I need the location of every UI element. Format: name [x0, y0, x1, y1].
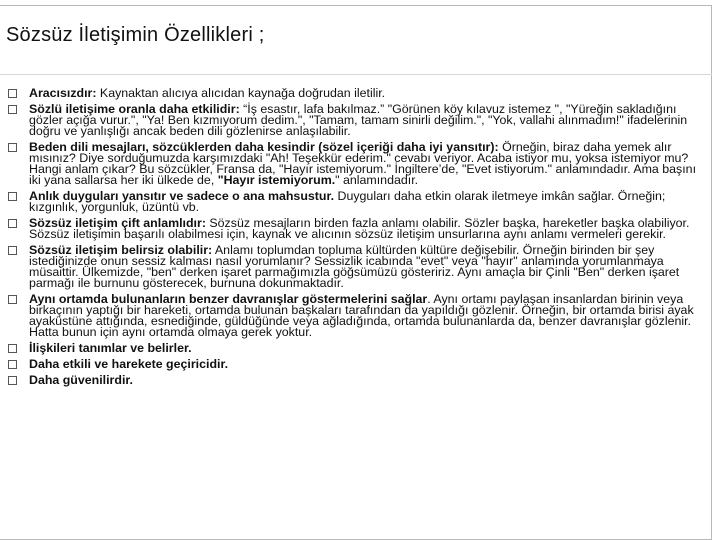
bullet-text: Duyguları daha etkin olarak iletmeye imkân sağlar. Örneğin; kızgınlık, yorgunluk, üzüntü vb.	[29, 189, 666, 214]
bullet-item	[8, 343, 704, 354]
bullet-item	[8, 359, 704, 370]
bullet-item	[8, 245, 704, 289]
bullet-lead: Daha güvenilirdir.	[29, 373, 133, 387]
bullet-box-icon	[8, 295, 17, 304]
bullet-text: . Aynı ortamı paylaşan insanlardan birinin veya birkaçının yaptığı bir hareketi, ortamda bulunan başkaları tarafından da yapıldığı gözlenir. Örneğin, bir ortamda birisi ayak ayaküstüne attığında, esnediğinde, güldüğünde veya ağladığında, ortamda bulunanlarda da, benzer davranışlar gözlenir. Hatta bunun için aynı ortamda olmaya gerek yoktur.	[29, 292, 694, 339]
bullet-box-icon	[8, 143, 17, 152]
bullet-box-icon	[8, 192, 17, 201]
bullet-text: Kaynaktan alıcıya alıcıdan kaynağa doğrudan iletilir.	[96, 86, 386, 100]
bullet-item	[8, 218, 704, 240]
slide-title: Sözsüz İletişimin Özellikleri ;	[6, 24, 265, 46]
bullet-item	[8, 88, 704, 99]
bullet-box-icon	[8, 376, 17, 385]
bullet-box-icon	[8, 219, 17, 228]
bullet-lead: Sözsüz iletişim çift anlamlıdır:	[29, 216, 206, 230]
bullet-text: Sözsüz mesajların birden fazla anlamı olabilir. Sözler başka, hareketler başka olabiliyor. Sözsüz iletişimin başarılı olabilmesi için, kaynak ve alıcının sözsüz iletişim unsurlarına aynı anlamı vermeleri gerekir.	[29, 216, 690, 241]
bullet-box-icon	[8, 360, 17, 369]
bullet-emphasis: "Hayır istemiyorum.	[217, 173, 336, 187]
bullet-text: Anlamı toplumdan topluma kültürden kültüre değişebilir. Örneğin birinden bir şey istediğinizde onun sessiz kalması nasıl yorumlanır? Sessizlik icabında "evet" veya "hayır" anlamında yorumlanmaya müsaittir. Ülkemizde, "ben" derken işaret parmağımızla göğsümüzü gösteririz. Aynı amaçla bir Çinli "Ben" derken işaret parmağı ile burnunu gösterecek, burnuna dokunmaktadır.	[29, 243, 680, 290]
bullet-lead: İlişkileri tanımlar ve belirler.	[29, 341, 192, 355]
bullet-lead: Aynı ortamda bulunanların benzer davranışlar göstermelerini sağlar	[29, 292, 428, 306]
bullet-text: Örneğin, biraz daha yemek alır mısınız? Diye sorduğumuzda karşımızdaki "Ah! Teşekkür ederim." cevabı veriyor. Acaba istiyor mu, yoksa istemiyor mu? Hangi anlam çıkar? Bu sözcükler, Fransa da, "Hayır istemiyorum." İngiltere’de, "Evet istiyorum." anlamındadır. Ama başını iki yana sallarsa her iki ülkede de,	[29, 140, 697, 187]
bullet-box-icon	[8, 89, 17, 98]
bullet-box-icon	[8, 246, 17, 255]
bullet-lead: Sözsüz iletişim belirsiz olabilir:	[29, 243, 213, 257]
bullet-lead: Beden dili mesajları, sözcüklerden daha kesindir (sözel içeriği daha iyi yansıtır):	[29, 140, 499, 154]
bullet-lead: Aracısızdır:	[29, 86, 97, 100]
bullet-item	[8, 142, 704, 186]
bullet-box-icon	[8, 344, 17, 353]
bullet-box-icon	[8, 105, 17, 114]
bullet-item	[8, 104, 704, 137]
bullet-tail: " anlamındadır.	[335, 173, 419, 187]
bullet-lead: Anlık duyguları yansıtır ve sadece o ana mahsustur.	[29, 189, 335, 203]
bullet-item	[8, 191, 704, 213]
bullet-lead: Sözlü iletişime oranla daha etkilidir:	[29, 102, 240, 116]
frame-top-border	[0, 5, 712, 6]
bullet-text: “İş esastır, lafa bakılmaz.” "Görünen köy kılavuz istemez ", "Yüreğin sakladığını gözler açığa vurur.", "Ya! Ben kızmıyorum dedim.", "Tamam, tamam sinirli değilim.", "Yok, vallahi alınmadım!" ifadelerinin doğru ve yanlışlığı ancak beden dili gözlenirse anlaşılabilir.	[29, 102, 688, 138]
bullet-item	[8, 294, 704, 338]
bullet-item	[8, 375, 704, 386]
bullet-list	[8, 88, 704, 391]
title-divider	[0, 74, 712, 75]
bullet-lead: Daha etkili ve harekete geçiricidir.	[29, 357, 229, 371]
frame-right-border	[711, 5, 712, 540]
